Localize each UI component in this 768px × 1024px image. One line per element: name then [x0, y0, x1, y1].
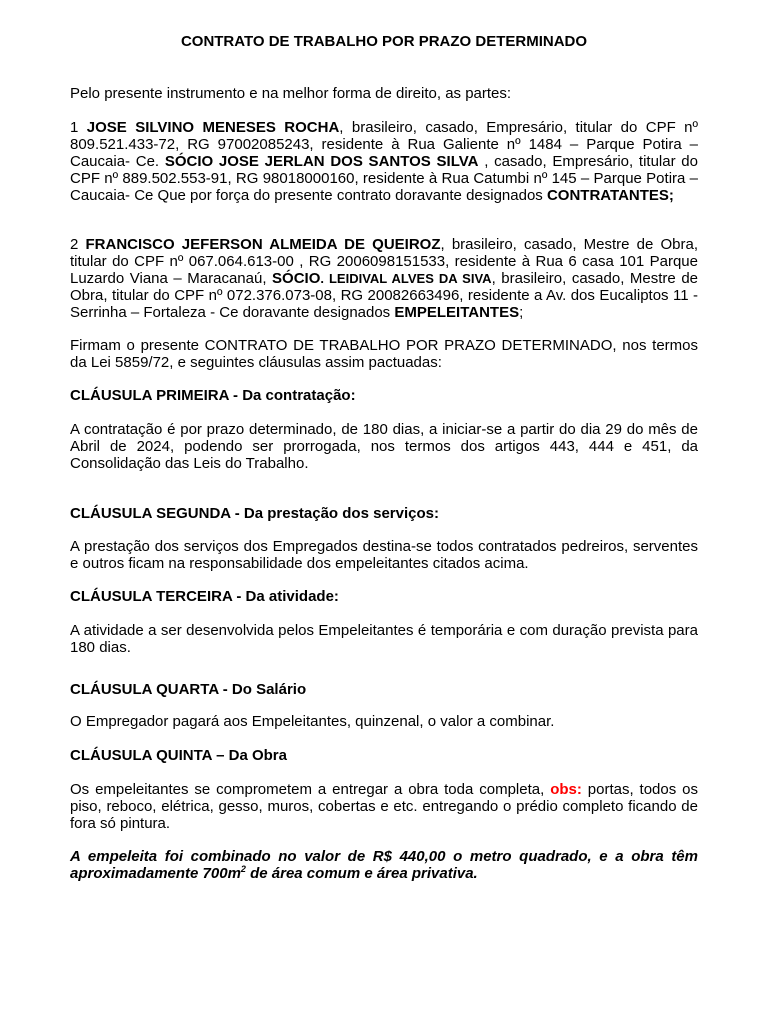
clause5-text-end: portas, todos os piso, reboco, elétrica, gesso, muros, cobertas e etc. entregando o prédio completo ficando de fora só pintura. — [70, 781, 698, 832]
party1-partner-name: SÓCIO JOSE JERLAN DOS SANTOS SILVA — [164, 153, 479, 170]
intro-paragraph: Pelo presente instrumento e na melhor forma de direito, as partes: — [70, 85, 512, 102]
party2-partner-name: . LEIDIVAL ALVES DA SIVA — [320, 271, 492, 286]
party1-label: CONTRATANTES; — [546, 187, 674, 204]
obs-label: obs: — [550, 781, 582, 798]
final-text-end: de área comum e área privativa. — [245, 865, 478, 882]
clause4-text: O Empregador pagará aos Empeleitantes, quinzenal, o valor a combinar. — [70, 713, 555, 730]
party1-details: , brasileiro, casado, Empresário, titular do CPF nº 809.521.433-72, RG 97002085243, residente à Rua Galiente nº 1484 – Parque Potira – Caucaia- Ce. — [70, 119, 699, 170]
clause5-text-start: Os empeleitantes se comprometem a entregar a obra toda completa, — [70, 781, 551, 798]
party1-paragraph — [70, 119, 698, 204]
clause2-text: A prestação dos serviços dos Empregados destina-se todos contratados pedreiros, serventes e outros ficam na responsabilidade dos empeleitantes citados acima. — [70, 538, 698, 572]
clause4-heading: CLÁUSULA QUARTA - Do Salário — [70, 681, 307, 698]
clause5-heading: CLÁUSULA QUINTA – Da Obra — [70, 747, 287, 764]
party2-details: , brasileiro, casado, Mestre de Obra, titular do CPF nº 067.064.613-00 , RG 2006098151533, residente à Rua 6 casa 101 Parque Luzardo Viana – Maracanaú, — [70, 236, 699, 287]
party2-number: 2 — [70, 236, 86, 253]
page-title: CONTRATO DE TRABALHO POR PRAZO DETERMINADO — [180, 33, 588, 50]
party2-partner-details: , brasileiro, casado, Mestre de Obra, titular do CPF nº 072.376.073-08, RG 20082663496, residente a Av. dos Eucaliptos 11 - Serrinha – Fortaleza - Ce doravante designados — [70, 270, 698, 321]
party1-partner-details: , casado, Empresário, titular do CPF nº 889.502.553-91, RG 98018000160, residente à Rua Catumbi nº 145 – Parque Potira – Caucaia- Ce Que por força do presente contrato doravante designados — [70, 153, 698, 204]
clause1-text: A contratação é por prazo determinado, de 180 dias, a iniciar-se a partir do dia 29 do mês de Abril de 2024, podendo ser prorrogada, nos termos dos artigos 443, 444 e 451, da Consolidação das Leis do Trabalho. — [70, 421, 698, 472]
party2-paragraph — [70, 236, 698, 321]
party2-end: ; — [519, 304, 524, 321]
party1-number: 1 — [70, 119, 87, 136]
clause5-text — [70, 781, 698, 832]
clause3-text: A atividade a ser desenvolvida pelos Empeleitantes é temporária e com duração prevista para 180 dias. — [70, 622, 698, 656]
party1-name: JOSE SILVINO MENESES ROCHA — [86, 119, 340, 136]
party2-socio: SÓCIO — [272, 270, 321, 287]
clause1-heading: CLÁUSULA PRIMEIRA - Da contratação: — [70, 387, 356, 404]
final-paragraph — [70, 848, 698, 882]
superscript-2: 2 — [240, 864, 246, 874]
party2-name: FRANCISCO JEFERSON ALMEIDA DE QUEIROZ — [85, 236, 441, 253]
clause2-heading: CLÁUSULA SEGUNDA - Da prestação dos serviços: — [70, 505, 439, 522]
clause3-heading: CLÁUSULA TERCEIRA - Da atividade: — [70, 588, 339, 605]
party2-label: EMPELEITANTES — [394, 304, 520, 321]
final-text-start: A empeleita foi combinado no valor de R$ 440,00 o metro quadrado, e a obra têm aproximadamente 700m — [70, 848, 698, 882]
firmam-paragraph: Firmam o presente CONTRATO DE TRABALHO POR PRAZO DETERMINADO, nos termos da Lei 5859/72, e seguintes cláusulas assim pactuadas: — [70, 337, 698, 371]
